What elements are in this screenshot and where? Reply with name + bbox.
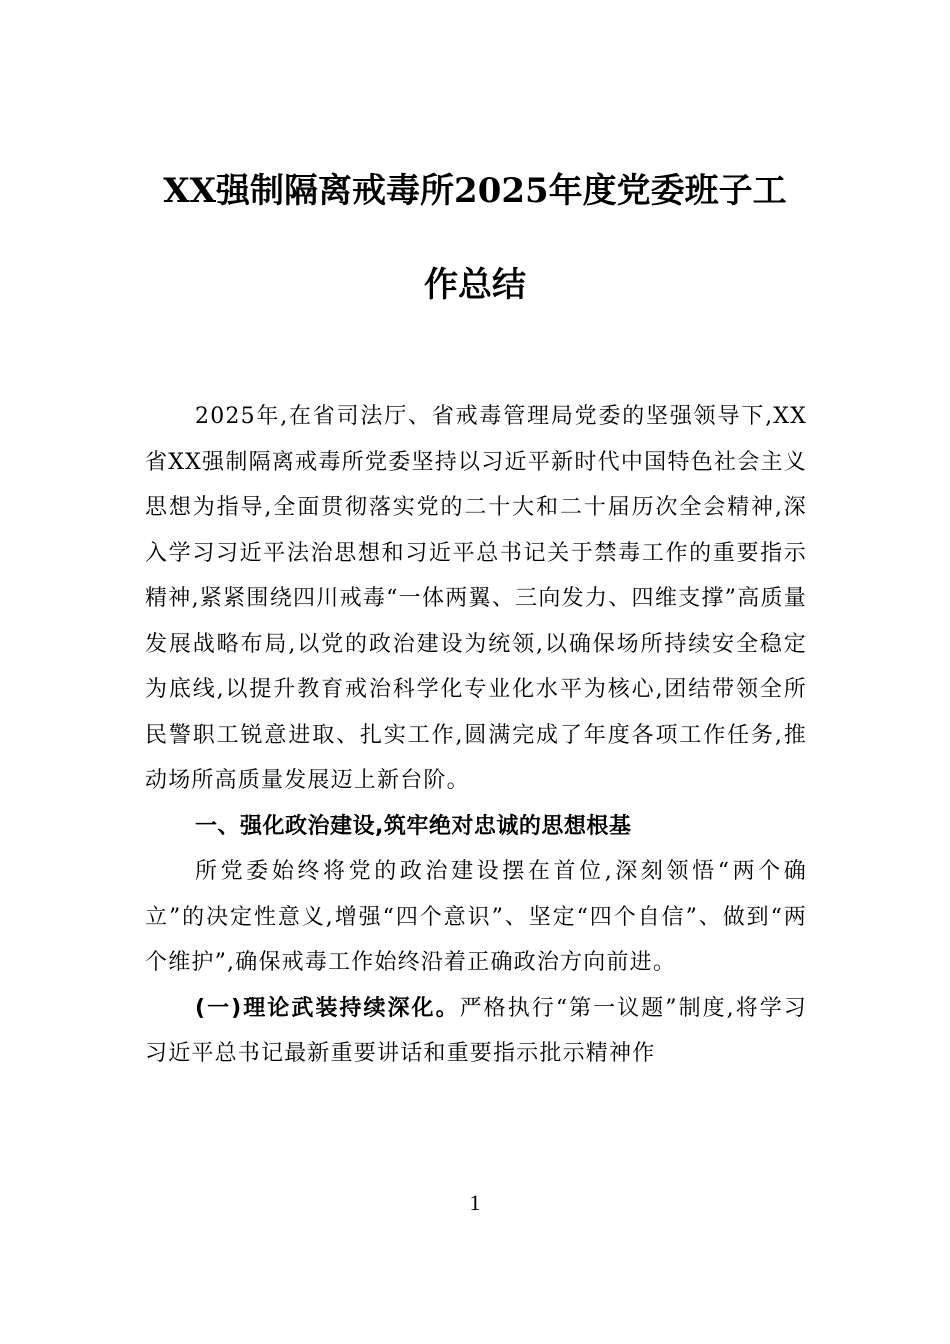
document-title-line-2: 作总结 <box>424 265 526 305</box>
subsection-1-body: 严格执行“第一议题”制度,将学习习近平总书记最新重要讲话和重要指示批示精神作 <box>145 995 807 1066</box>
document-title-line-1: XX强制隔离戒毒所2025年度党委班子工 <box>163 171 787 211</box>
subsection-1-lead: (一)理论武装持续深化。 <box>195 995 460 1021</box>
document-body <box>145 394 807 1077</box>
subsection-1-paragraph <box>145 986 807 1077</box>
section-1-paragraph: 所党委始终将党的政治建设摆在首位,深刻领悟“两个确立”的决定性意义,增强“四个意识”、坚定“四个自信”、做到“两个维护”,确保戒毒工作始终沿着正确政治方向前进。 <box>145 859 807 975</box>
intro-paragraph: 2025年,在省司法厅、省戒毒管理局党委的坚强领导下,XX省XX强制隔离戒毒所党委坚持以习近平新时代中国特色社会主义思想为指导,全面贯彻落实党的二十大和二十届历次全会精神,深入学习习近平法治思想和习近平总书记关于禁毒工作的重要指示精神,紧紧围绕四川戒毒“一体两翼、三向发力、四维支撑”高质量发展战略布局,以党的政治建设为统领,以确保场所持续安全稳定为底线,以提升教育戒治科学化专业化水平为核心,团结带领全所民警职工锐意进取、扎实工作,圆满完成了年度各项工作任务,推动场所高质量发展迈上新台阶。 <box>145 404 807 793</box>
section-1-heading: 一、强化政治建设,筑牢绝对忠诚的思想根基 <box>195 813 632 839</box>
page-number: 1 <box>469 1190 481 1215</box>
